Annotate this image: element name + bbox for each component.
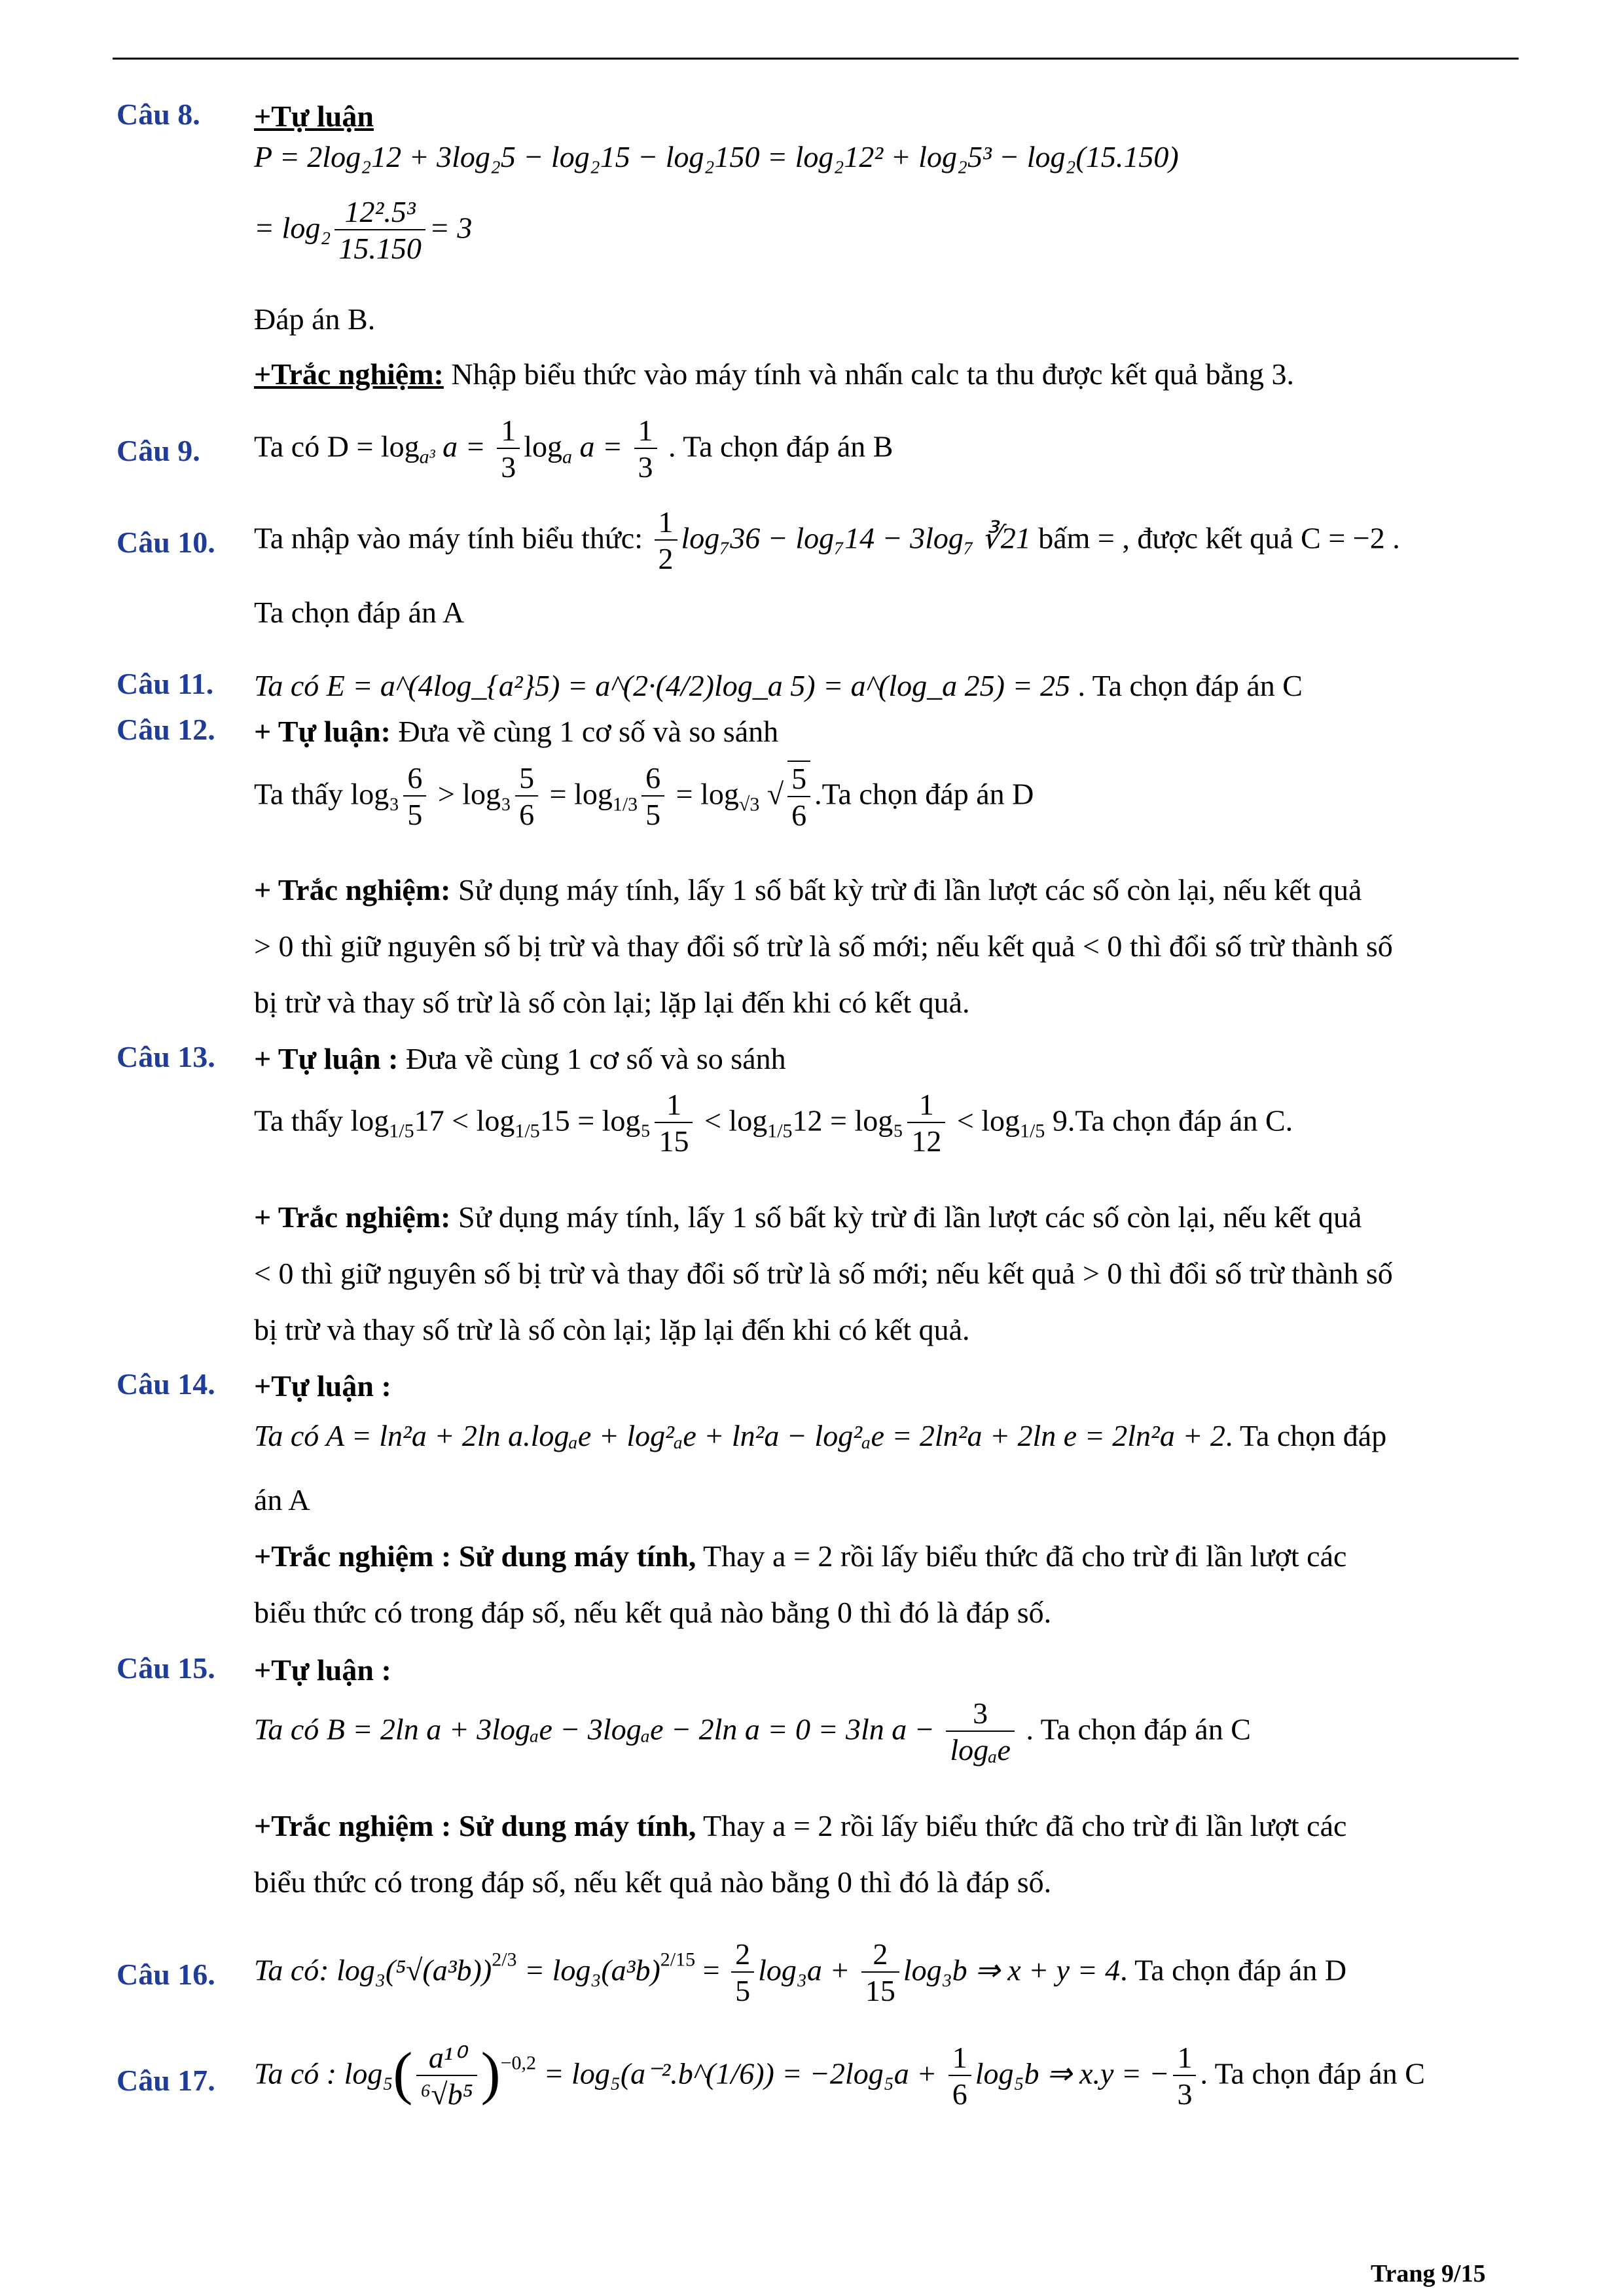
q13-tracnghiem-3: bị trừ và thay số trừ là số còn lại; lặp lại đến khi có kết quả. <box>254 1313 970 1346</box>
q11-content: Ta có E = a^(4log_{a²}5) = a^(2·(4/2)log_a 5) = a^(log_a 25) = 25 . Ta chọn đáp án C <box>254 669 1303 702</box>
q15-tracnghiem-1: +Trắc nghiệm : Sử dung máy tính, Thay a = 2 rồi lấy biểu thức đã cho trừ đi lần lượt các <box>254 1809 1347 1842</box>
question-15-label: Câu 15. <box>117 1651 215 1685</box>
q8-tracnghiem: +Trắc nghiệm: Nhập biểu thức vào máy tính và nhấn calc ta thu được kết quả bằng 3. <box>254 357 1295 391</box>
q13-tuluan: + Tự luận : Đưa về cùng 1 cơ số và so sánh <box>254 1042 786 1075</box>
header-rule <box>113 58 1519 60</box>
q13-tracnghiem-1: + Trắc nghiệm: Sử dụng máy tính, lấy 1 số bất kỳ trừ đi lần lượt các số còn lại, nếu kết quả <box>254 1200 1362 1234</box>
q12-tracnghiem-2: > 0 thì giữ nguyên số bị trừ và thay đổi số trừ là số mới; nếu kết quả < 0 thì đổi số trừ thành số <box>254 929 1393 963</box>
question-8-label: Câu 8. <box>117 98 200 131</box>
page-number: Trang 9/15 <box>1371 2260 1486 2287</box>
question-9-label: Câu 9. <box>117 434 200 467</box>
q14-answer: án A <box>254 1483 310 1516</box>
q12-tracnghiem-3: bị trừ và thay số trừ là số còn lại; lặp lại đến khi có kết quả. <box>254 986 970 1019</box>
q12-tuluan: + Tự luận: Đưa về cùng 1 cơ số và so sánh <box>254 715 779 748</box>
question-10-label: Câu 10. <box>117 526 215 559</box>
q8-equation-2: = log₂ $\frac{\text{12².5³}}{15.150}$ = 3 <box>254 195 472 267</box>
question-12-label: Câu 12. <box>117 713 215 746</box>
q17-equation: Ta có : log₅( $\frac{\text{a¹⁰}}{\text{⁶√b⁵}}$ )$^{-0,2}$ = log₅(a⁻².b^(1/6)) = −2log₅a + $\frac{1}{6}$ log₅b ⇒ x.y = − $\frac{1}{3}$ . Ta chọn đáp án C <box>254 2041 1425 2113</box>
question-17-label: Câu 17. <box>117 2064 215 2097</box>
q12-comparison: Ta thấy log₃ $\frac{6}{5}$ > log₃ $\frac{5}{6}$ = $\log_{1/3}$ $\frac{6}{5}$ = $\log_{√3}$ √ $\frac{5}{6}$ .Ta chọn đáp án D <box>254 761 1034 834</box>
q8-answer: Đáp án B. <box>254 302 376 336</box>
q14-tracnghiem-2: biểu thức có trong đáp số, nếu kết quả nào bằng 0 thì đó là đáp số. <box>254 1596 1052 1629</box>
question-14-label: Câu 14. <box>117 1367 215 1401</box>
q13-tracnghiem-2: < 0 thì giữ nguyên số bị trừ và thay đổi số trừ là số mới; nếu kết quả > 0 thì đổi số trừ thành số <box>254 1257 1393 1290</box>
q14-equation: Ta có A = ln²a + 2ln a.logₐe + log²ₐe + ln²a − log²ₐe = 2ln²a + 2ln e = 2ln²a + 2. Ta chọn đáp <box>254 1419 1387 1452</box>
q10-content: Ta nhập vào máy tính biểu thức: $\frac{1}{2}$ log₇36 − log₇14 − 3log₇ ∛21 bấm = , được kết quả C = −2 . <box>254 505 1400 577</box>
q8-equation-1: P = 2log₂12 + 3log₂5 − log₂15 − log₂150 = log₂12² + log₂5³ − log₂(15.150) <box>254 140 1179 173</box>
q13-comparison: Ta thấy $\log_{1/5}17 < \log_{1/5}15 = \log_5$ $\frac{1}{15}$ < $\log_{1/5}12 = \log_5$ $\frac{1}{12}$ < $\log_{1/5} 9.Ta$ chọn đáp án C. <box>254 1088 1293 1160</box>
q10-answer: Ta chọn đáp án A <box>254 596 465 629</box>
q14-heading: +Tự luận : <box>254 1369 391 1403</box>
q15-equation: Ta có B = 2ln a + 3logₐe − 3logₐe − 2ln a = 0 = 3ln a − $\frac{3}{\text{logₐe}}$ . Ta chọn đáp án C <box>254 1696 1251 1768</box>
q12-tracnghiem-1: + Trắc nghiệm: Sử dụng máy tính, lấy 1 số bất kỳ trừ đi lần lượt các số còn lại, nếu kết quả <box>254 873 1362 906</box>
q15-heading: +Tự luận : <box>254 1653 391 1687</box>
question-13-label: Câu 13. <box>117 1040 215 1073</box>
q14-tracnghiem-1: +Trắc nghiệm : Sử dung máy tính, Thay a = 2 rồi lấy biểu thức đã cho trừ đi lần lượt các <box>254 1539 1347 1573</box>
q16-equation: Ta có: $\log_3(^5√(a^3b))^{2/3} = \log_3(a^3b)^{2/15}$ = $\frac{2}{5}$ log₃a + $\frac{2}{15}$ log₃b ⇒ x + y = 4. Ta chọn đáp án D <box>254 1937 1346 2009</box>
question-16-label: Câu 16. <box>117 1958 215 1991</box>
q15-tracnghiem-2: biểu thức có trong đáp số, nếu kết quả nào bằng 0 thì đó là đáp số. <box>254 1865 1052 1899</box>
q8-heading: +Tự luận <box>254 99 374 133</box>
question-11-label: Câu 11. <box>117 667 214 700</box>
q9-content: Ta có $D = \log_{a^3} a$ = $\frac{1}{3}$ $\log_a a$ = $\frac{1}{3}$ . Ta chọn đáp án B <box>254 414 893 486</box>
